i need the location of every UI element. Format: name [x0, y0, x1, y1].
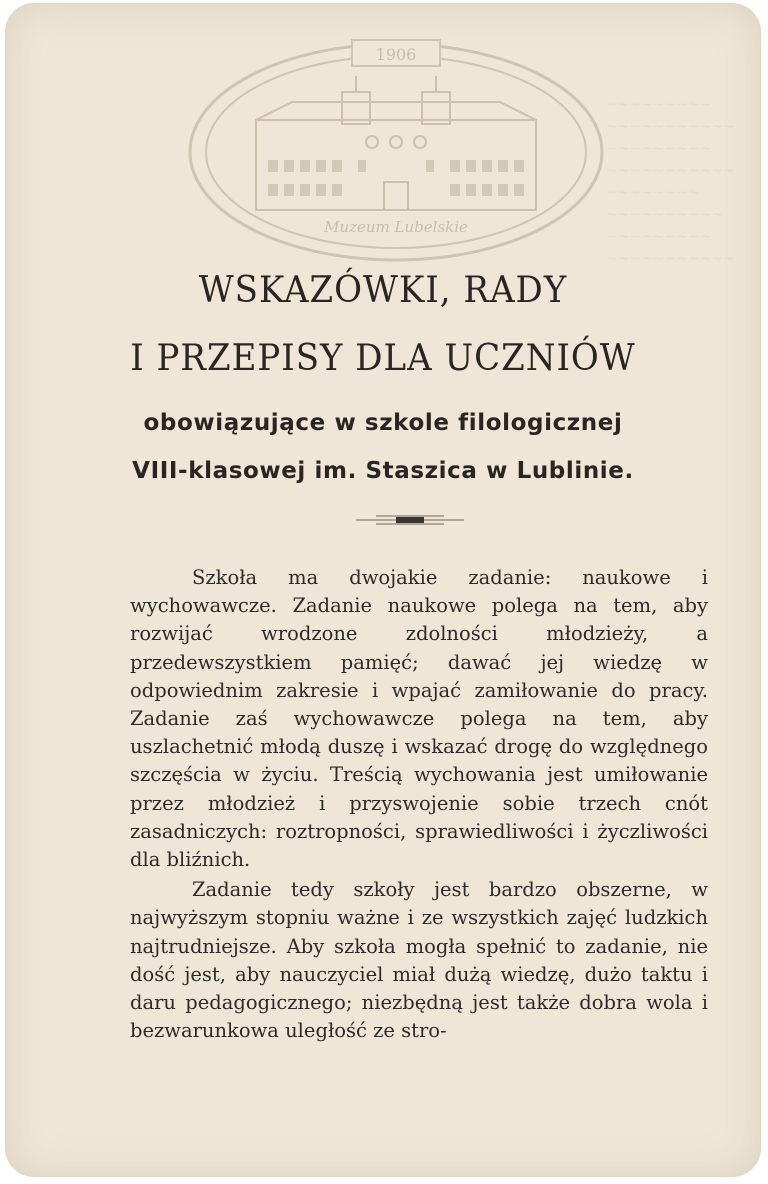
title-line-2: I PRZEPISY DLA UCZNIÓW — [130, 336, 636, 380]
paragraph-1: Szkoła ma dwojakie zadanie: naukowe i wychowawcze. Zadanie naukowe polega na tem, aby rozwijać wrodzone zdolności młodzieży, a przedewszystkiem pamięć; dawać jej wiedzę w odpowiednim zakresie i wpajać zamiłowanie do pracy. Zadanie zaś wychowawcze polega na tem, aby uszlachetnić młodą duszę i wskazać drogę do względnego szczęścia w życiu. Treścią wychowania jest umiłowanie przez młodzież i przyswojenie sobie trzech cnót zasadniczych: roztropności, sprawiedliwości i życzliwości dla bliźnich. — [130, 566, 708, 872]
museum-stamp — [182, 32, 610, 268]
subtitle-line-2: VIII-klasowej im. Staszica w Lublinie. — [132, 458, 634, 484]
ornament-divider — [356, 512, 464, 528]
stamp-caption: Muzeum Lubelskie — [324, 218, 468, 236]
building-windows — [268, 160, 524, 196]
document-page — [6, 4, 760, 1176]
title-line-1: WSKAZÓWKI, RADY — [198, 268, 568, 312]
body-text — [130, 564, 708, 1045]
stamp-year: 1906 — [375, 45, 417, 64]
bleed-through-texture: ~~~~~~~~~ ~~~~~~~~~~~ ~~~~~~~~~ ~~~~~~~~~~~ ~~~~~~~~ ~~~~~~~~~~ ~~~~~~~~~ ~~~~~~~~~~~ — [606, 97, 736, 267]
subtitle-line-1: obowiązujące w szkole filologicznej — [143, 410, 623, 436]
paragraph-2: Zadanie tedy szkoły jest bardzo obszerne, w najwyższym stopniu ważne i ze wszystkich zajęć ludzkich najtrudniejsze. Aby szkoła mogła spełnić to zadanie, nie dość jest, aby nauczyciel miał dużą wiedzę, dużo taktu i daru pedagogicznego; niezbędną jest także dobra wola i bezwarunkowa uległość ze stro- — [130, 878, 708, 1043]
building-drawing — [256, 76, 536, 210]
